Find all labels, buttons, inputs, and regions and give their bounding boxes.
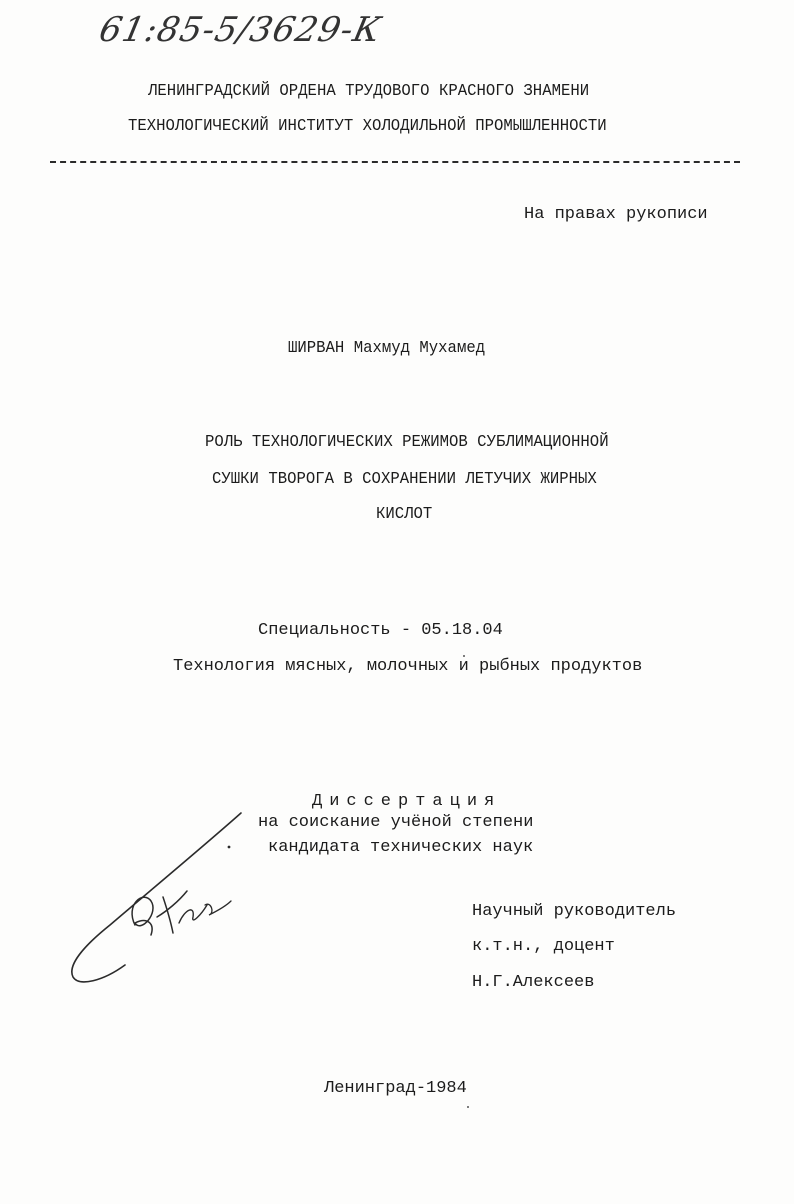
dissertation-heading: Диссертация (312, 792, 502, 811)
author-name: ШИРВАН Махмуд Мухамед (288, 339, 486, 358)
thesis-title-line-2: СУШКИ ТВОРОГА В СОХРАНЕНИИ ЛЕТУЧИХ ЖИРНЫХ (212, 470, 597, 489)
thesis-title-line-1: РОЛЬ ТЕХНОЛОГИЧЕСКИХ РЕЖИМОВ СУБЛИМАЦИОННОЙ (205, 433, 609, 452)
supervisor-title: к.т.н., доцент (472, 937, 615, 956)
specialty-name: Технология мясных, молочных и рыбных продуктов (173, 657, 643, 676)
handwritten-signature (55, 805, 255, 990)
supervisor-label: Научный руководитель (472, 902, 677, 921)
archive-code-handwritten: 61:85-5/3629-К (95, 10, 386, 50)
paper-speck (467, 1106, 469, 1108)
paper-speck (463, 655, 465, 657)
header-divider (50, 161, 740, 163)
specialty-code: Специальность - 05.18.04 (258, 621, 503, 640)
dissertation-field-line: кандидата технических наук (268, 838, 534, 857)
dissertation-degree-line: на соискание учёной степени (258, 813, 534, 832)
institute-name-line-1: ЛЕНИНГРАДСКИЙ ОРДЕНА ТРУДОВОГО КРАСНОГО ЗНАМЕНИ (148, 82, 590, 101)
manuscript-rights-note: На правах рукописи (524, 205, 708, 224)
supervisor-name: Н.Г.Алексеев (472, 973, 595, 992)
place-and-year: Ленинград-1984 (324, 1079, 467, 1098)
institute-name-line-2: ТЕХНОЛОГИЧЕСКИЙ ИНСТИТУТ ХОЛОДИЛЬНОЙ ПРОМЫШЛЕННОСТИ (128, 117, 607, 136)
thesis-title-line-3: КИСЛОТ (376, 505, 433, 524)
